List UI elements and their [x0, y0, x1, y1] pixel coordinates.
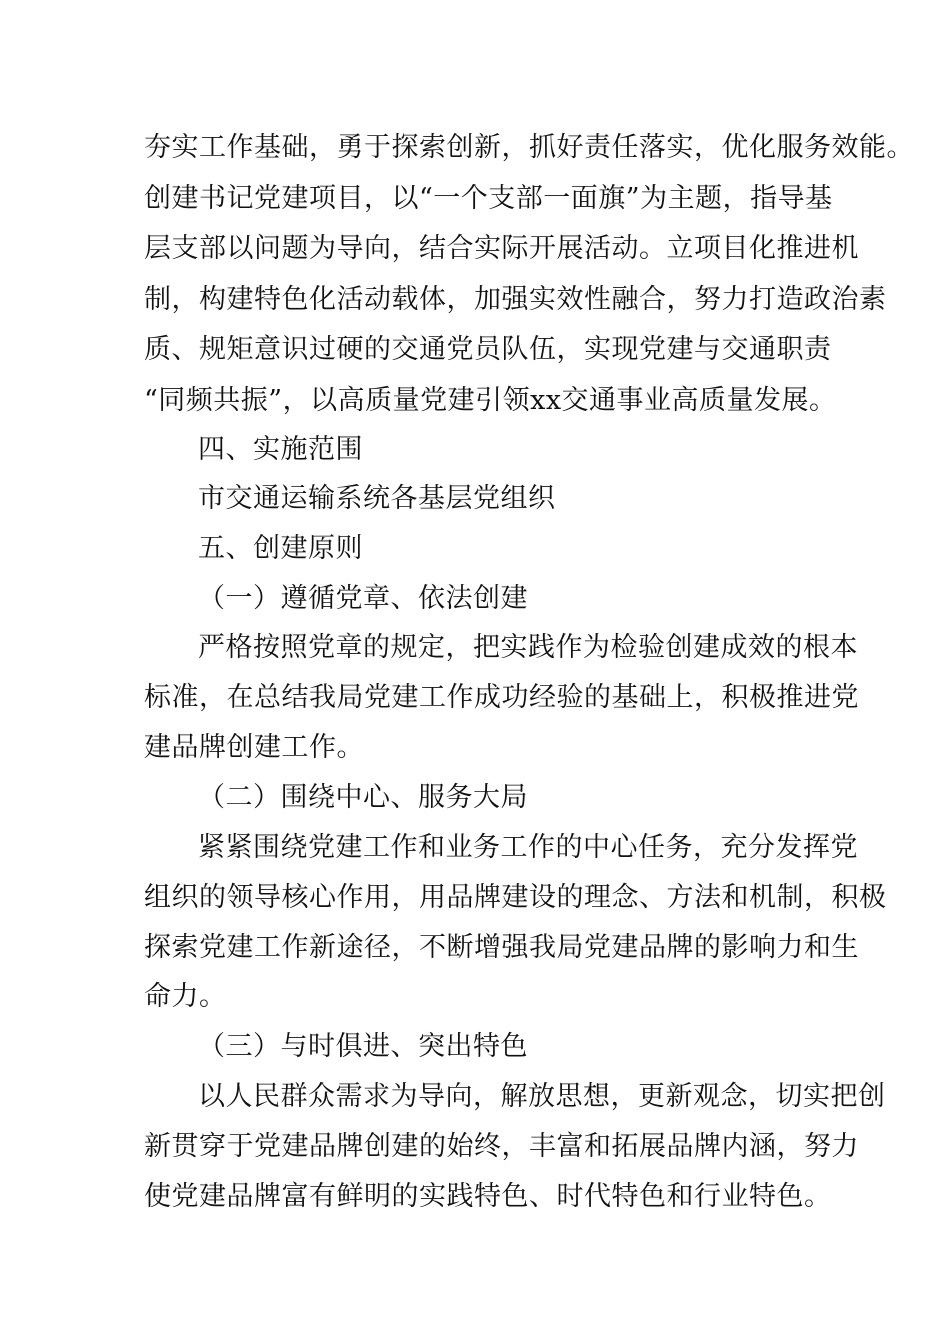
paragraph-line: 命力。	[144, 981, 227, 1012]
paragraph-line: 夯实工作基础，勇于探索创新，抓好责任落实，优化服务效能。	[144, 132, 914, 163]
paragraph-line: 创建书记党建项目，以“一个支部一面旗”为主题，指导基	[144, 183, 833, 214]
section-heading-principles: 五、创建原则	[198, 533, 363, 564]
paragraph-line: 组织的领导核心作用，用品牌建设的理念、方法和机制，积极	[144, 882, 887, 913]
paragraph-line: “同频共振”，以高质量党建引领xx交通事业高质量发展。	[144, 385, 837, 416]
paragraph-line: 市交通运输系统各基层党组织	[198, 483, 556, 514]
subheading-principle-3: （三）与时俱进、突出特色	[198, 1031, 528, 1062]
paragraph-line: 质、规矩意识过硬的交通党员队伍，实现党建与交通职责	[144, 334, 832, 365]
paragraph-line: 标准，在总结我局党建工作成功经验的基础上，积极推进党	[144, 682, 859, 713]
paragraph-line: 紧紧围绕党建工作和业务工作的中心任务，充分发挥党	[198, 832, 858, 863]
paragraph-line: 探索党建工作新途径，不断增强我局党建品牌的影响力和生	[144, 932, 859, 963]
paragraph-line: 层支部以问题为导向，结合实际开展活动。立项目化推进机	[144, 233, 859, 264]
paragraph-line: 使党建品牌富有鲜明的实践特色、时代特色和行业特色。	[144, 1181, 832, 1212]
paragraph-line: 制，构建特色化活动载体，加强实效性融合，努力打造政治素	[144, 284, 887, 315]
subheading-principle-1: （一）遵循党章、依法创建	[198, 583, 528, 614]
subheading-principle-2: （二）围绕中心、服务大局	[198, 782, 528, 813]
paragraph-line: 建品牌创建工作。	[144, 732, 364, 763]
section-heading-scope: 四、实施范围	[198, 434, 363, 465]
paragraph-line: 以人民群众需求为导向，解放思想，更新观念，切实把创	[198, 1081, 886, 1112]
paragraph-line: 严格按照党章的规定，把实践作为检验创建成效的根本	[198, 632, 858, 663]
paragraph-line: 新贯穿于党建品牌创建的始终，丰富和拓展品牌内涵，努力	[144, 1131, 859, 1162]
